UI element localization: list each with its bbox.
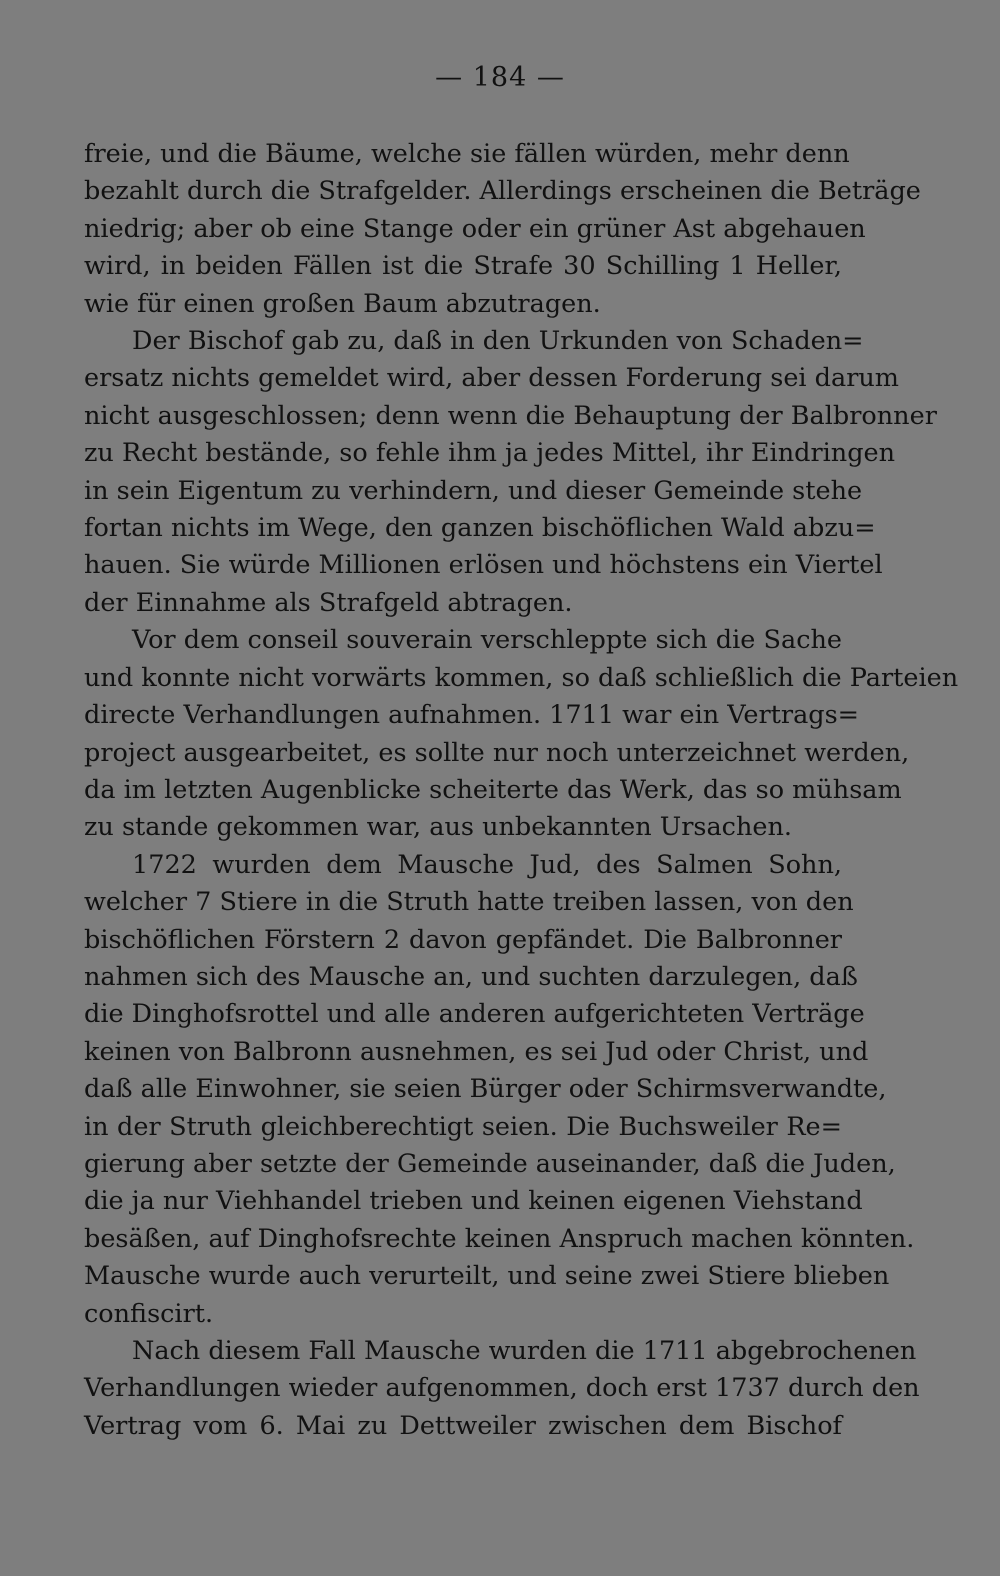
paragraph-3 (84, 622, 959, 846)
page-number: — 184 — (435, 62, 565, 93)
text-line: Vertrag vom 6. Mai zu Dettweiler zwischen dem Bischof (84, 1410, 842, 1441)
text-line: bischöflichen Förstern 2 davon gepfändet. Die Balbronner (84, 924, 842, 955)
text-line: 1722 wurden dem Mausche Jud, des Salmen Sohn, (132, 849, 842, 880)
text-line: freie, und die Bäume, welche sie fällen würden, mehr denn (84, 139, 850, 169)
text-line: in sein Eigentum zu verhindern, und dieser Gemeinde stehe (84, 475, 863, 506)
body-text (84, 136, 959, 1445)
text-line: die ja nur Viehhandel trieben und keinen eigenen Viehstand (84, 1186, 863, 1217)
text-line: Verhandlungen wieder aufgenommen, doch erst 1737 durch den (84, 1373, 920, 1404)
text-line: Mausche wurde auch verurteilt, und seine zwei Stiere blieben (84, 1261, 890, 1292)
text-line: keinen von Balbronn ausnehmen, es sei Jud oder Christ, und (84, 1036, 869, 1067)
text-line: bezahlt durch die Strafgelder. Allerdings erscheinen die Beträge (84, 176, 921, 207)
text-line: fortan nichts im Wege, den ganzen bischöflichen Wald abzu= (84, 513, 876, 544)
text-line: Nach diesem Fall Mausche wurden die 1711 abgebrochenen (132, 1336, 917, 1366)
text-line: gierung aber setzte der Gemeinde auseinander, daß die Juden, (84, 1148, 896, 1179)
paragraph-1 (84, 136, 921, 323)
text-line: nahmen sich des Mausche an, und suchten darzulegen, daß (84, 961, 858, 992)
text-line: zu Recht bestände, so fehle ihm ja jedes Mittel, ihr Eindringen (84, 438, 896, 469)
text-line: nicht ausgeschlossen; denn wenn die Behauptung der Balbronner (84, 400, 937, 431)
text-line: Vor dem conseil souverain verschleppte sich die Sache (132, 625, 842, 656)
paragraph-2 (84, 323, 937, 622)
text-line: Der Bischof gab zu, daß in den Urkunden von Schaden= (132, 326, 864, 357)
text-line: wird, in beiden Fällen ist die Strafe 30 Schilling 1 Heller, (84, 251, 842, 282)
paragraph-5 (84, 1333, 920, 1445)
text-line: project ausgearbeitet, es sollte nur noch unterzeichnet werden, (84, 737, 910, 768)
text-line: und konnte nicht vorwärts kommen, so daß schließlich die Parteien (84, 662, 959, 693)
text-line: wie für einen großen Baum abzutragen. (84, 288, 601, 319)
text-line: ersatz nichts gemeldet wird, aber dessen Forderung sei darum (84, 363, 899, 394)
text-line: daß alle Einwohner, sie seien Bürger oder Schirmsverwandte, (84, 1074, 887, 1105)
text-line: niedrig; aber ob eine Stange oder ein grüner Ast abgehauen (84, 213, 866, 244)
text-line: da im letzten Augenblicke scheiterte das Werk, das so mühsam (84, 774, 902, 805)
text-line: der Einnahme als Strafgeld abtragen. (84, 587, 573, 618)
text-line: die Dinghofsrottel und alle anderen aufgerichteten Verträge (84, 999, 865, 1030)
text-line: besäßen, auf Dinghofsrechte keinen Anspruch machen könnten. (84, 1223, 915, 1254)
text-line: directe Verhandlungen aufnahmen. 1711 war ein Vertrags= (84, 700, 860, 731)
text-line: in der Struth gleichberechtigt seien. Die Buchsweiler Re= (84, 1111, 842, 1142)
text-line: hauen. Sie würde Millionen erlösen und höchstens ein Viertel (84, 550, 883, 581)
text-line: zu stande gekommen war, aus unbekannten Ursachen. (84, 812, 793, 843)
text-line: welcher 7 Stiere in die Struth hatte treiben lassen, von den (84, 887, 854, 918)
text-line: confiscirt. (84, 1298, 214, 1329)
paragraph-4 (84, 847, 915, 1333)
